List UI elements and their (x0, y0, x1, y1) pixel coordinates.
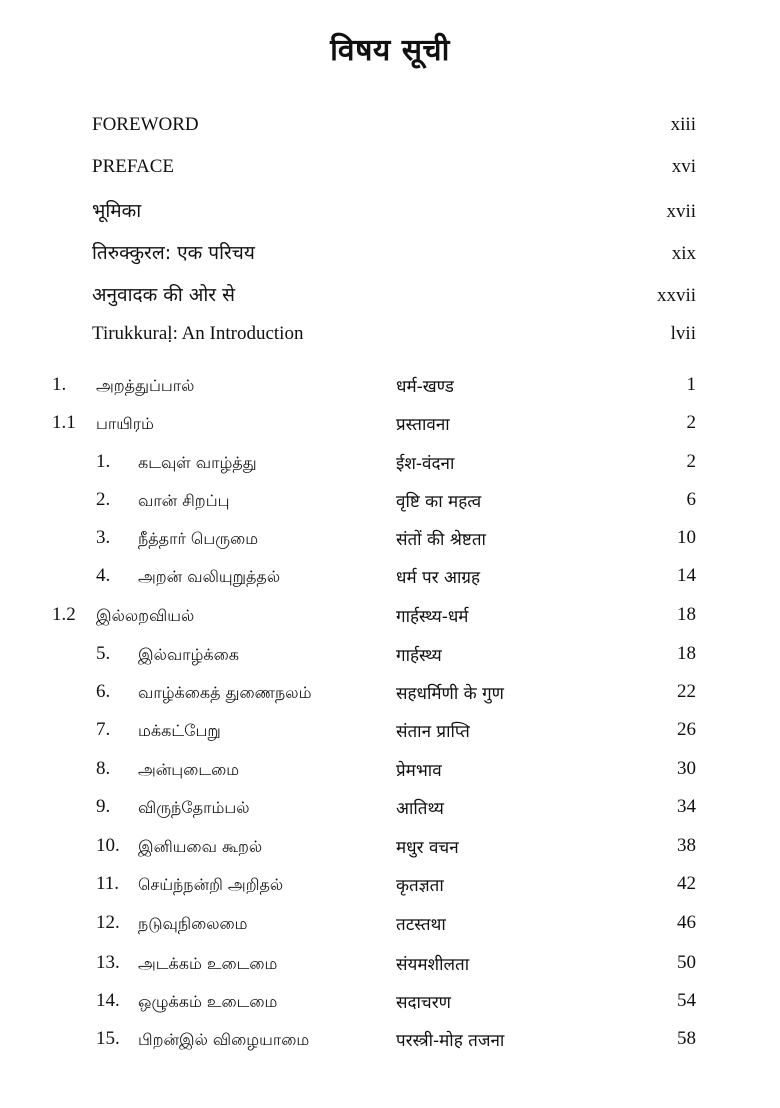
front-matter-page: lvii (670, 323, 696, 344)
entry-hindi-title: सदाचरण (396, 993, 451, 1013)
front-matter-row (92, 323, 696, 357)
entry-page: 2 (686, 451, 696, 472)
front-matter-row (92, 239, 696, 273)
toc-entry (0, 873, 780, 907)
entry-number: 9. (96, 796, 111, 817)
entry-tamil-title: ஒழுக்கம் உடைமை (138, 992, 278, 1011)
front-matter-label: भूमिका (92, 200, 142, 222)
front-matter-row (92, 281, 696, 315)
entry-tamil-title: அறத்துப்பால் (96, 376, 195, 395)
entry-hindi-title: संयमशीलता (396, 955, 470, 975)
front-matter-label: तिरुक्कुरल: एक परिचय (92, 242, 255, 264)
entry-tamil-title: கடவுள் வாழ்த்து (138, 453, 257, 472)
page-title: विषय सूची (330, 33, 450, 68)
entry-page: 26 (677, 719, 696, 740)
entry-hindi-title: धर्म पर आग्रह (396, 568, 481, 588)
entry-page: 18 (677, 604, 696, 625)
entry-hindi-title: प्रेमभाव (396, 761, 442, 781)
entry-tamil-title: இனியவை கூறல் (138, 837, 263, 856)
entry-number: 13. (96, 952, 120, 973)
entry-tamil-title: பிறன்இல் விழையாமை (138, 1030, 310, 1049)
entry-hindi-title: संतों की श्रेष्टता (396, 530, 486, 550)
entry-number: 1.2 (52, 604, 76, 625)
entry-page: 14 (677, 565, 696, 586)
toc-entry (0, 719, 780, 753)
entry-page: 1 (686, 374, 696, 395)
entry-number: 11. (96, 873, 120, 894)
toc-entry (0, 952, 780, 986)
front-matter-page: xvii (666, 201, 696, 222)
toc-entry (0, 912, 780, 946)
front-matter-page: xxvii (656, 285, 696, 306)
entry-hindi-title: ईश-वंदना (396, 454, 455, 474)
entry-page: 38 (677, 835, 696, 856)
toc-entry (0, 796, 780, 830)
entry-tamil-title: நீத்தார் பெருமை (138, 529, 259, 548)
entry-hindi-title: संतान प्राप्ति (396, 722, 470, 742)
entry-page: 42 (677, 873, 696, 894)
entry-number: 1. (52, 374, 67, 395)
entry-tamil-title: செய்ந்நன்றி அறிதல் (138, 875, 284, 894)
toc-entry (0, 604, 780, 638)
entry-number: 1.1 (52, 412, 76, 433)
entry-hindi-title: प्रस्तावना (396, 415, 450, 435)
entry-tamil-title: வான் சிறப்பு (138, 491, 230, 510)
entry-number: 12. (96, 912, 120, 933)
entry-tamil-title: அடக்கம் உடைமை (138, 954, 278, 973)
toc-entry (0, 412, 780, 446)
entry-hindi-title: परस्त्री-मोह तजना (396, 1031, 505, 1051)
entry-tamil-title: மக்கட்பேறு (138, 721, 221, 740)
entry-tamil-title: விருந்தோம்பல் (138, 798, 250, 817)
entry-tamil-title: அன்புடைமை (138, 760, 240, 779)
toc-entry (0, 374, 780, 408)
front-matter-label: Tirukkuraḷ: An Introduction (92, 323, 304, 344)
entry-tamil-title: வாழ்க்கைத் துணைநலம் (138, 683, 312, 702)
toc-entry (0, 451, 780, 485)
front-matter-label: अनुवादक की ओर से (92, 284, 235, 306)
front-matter-page: xvi (671, 156, 696, 177)
toc-entry (0, 565, 780, 599)
front-matter-label: FOREWORD (92, 114, 199, 135)
entry-page: 30 (677, 758, 696, 779)
toc-entry (0, 758, 780, 792)
entry-tamil-title: பாயிரம் (96, 414, 154, 433)
toc-entry (0, 527, 780, 561)
entry-number: 7. (96, 719, 111, 740)
entry-hindi-title: आतिथ्य (396, 799, 444, 819)
toc-entry (0, 681, 780, 715)
entry-hindi-title: मधुर वचन (396, 838, 459, 858)
front-matter-row (92, 114, 696, 148)
toc-entry (0, 990, 780, 1024)
entry-page: 2 (686, 412, 696, 433)
entry-number: 15. (96, 1028, 120, 1049)
entry-number: 2. (96, 489, 111, 510)
entry-number: 3. (96, 527, 111, 548)
entry-number: 1. (96, 451, 111, 472)
entry-page: 50 (677, 952, 696, 973)
toc-entry (0, 835, 780, 869)
front-matter-label: PREFACE (92, 156, 175, 177)
entry-tamil-title: இல்வாழ்க்கை (138, 645, 239, 664)
entry-number: 5. (96, 643, 111, 664)
entry-hindi-title: वृष्टि का महत्व (396, 492, 482, 512)
entry-page: 10 (677, 527, 696, 548)
entry-hindi-title: गार्हस्थ्य-धर्म (396, 607, 469, 627)
toc-entry (0, 643, 780, 677)
entry-page: 58 (677, 1028, 696, 1049)
entry-number: 8. (96, 758, 111, 779)
entry-hindi-title: कृतज्ञता (396, 876, 444, 896)
entry-number: 14. (96, 990, 120, 1011)
entry-page: 22 (677, 681, 696, 702)
entry-hindi-title: तटस्तथा (396, 915, 446, 935)
entry-tamil-title: நடுவுநிலைமை (138, 914, 248, 933)
entry-number: 10. (96, 835, 120, 856)
front-matter-row (92, 197, 696, 231)
entry-number: 4. (96, 565, 111, 586)
entry-hindi-title: सहधर्मिणी के गुण (396, 684, 504, 704)
entry-hindi-title: गार्हस्थ्य (396, 646, 442, 666)
entry-page: 18 (677, 643, 696, 664)
entry-page: 34 (677, 796, 696, 817)
entry-hindi-title: धर्म-खण्ड (396, 377, 454, 397)
entry-page: 46 (677, 912, 696, 933)
front-matter-page: xix (671, 243, 696, 264)
entry-tamil-title: இல்லறவியல் (96, 606, 195, 625)
toc-entry (0, 1028, 780, 1062)
front-matter-row (92, 156, 696, 190)
front-matter-page: xiii (670, 114, 696, 135)
entry-page: 54 (677, 990, 696, 1011)
entry-tamil-title: அறன் வலியுறுத்தல் (138, 567, 281, 586)
entry-number: 6. (96, 681, 111, 702)
toc-entry (0, 489, 780, 523)
entry-page: 6 (686, 489, 696, 510)
